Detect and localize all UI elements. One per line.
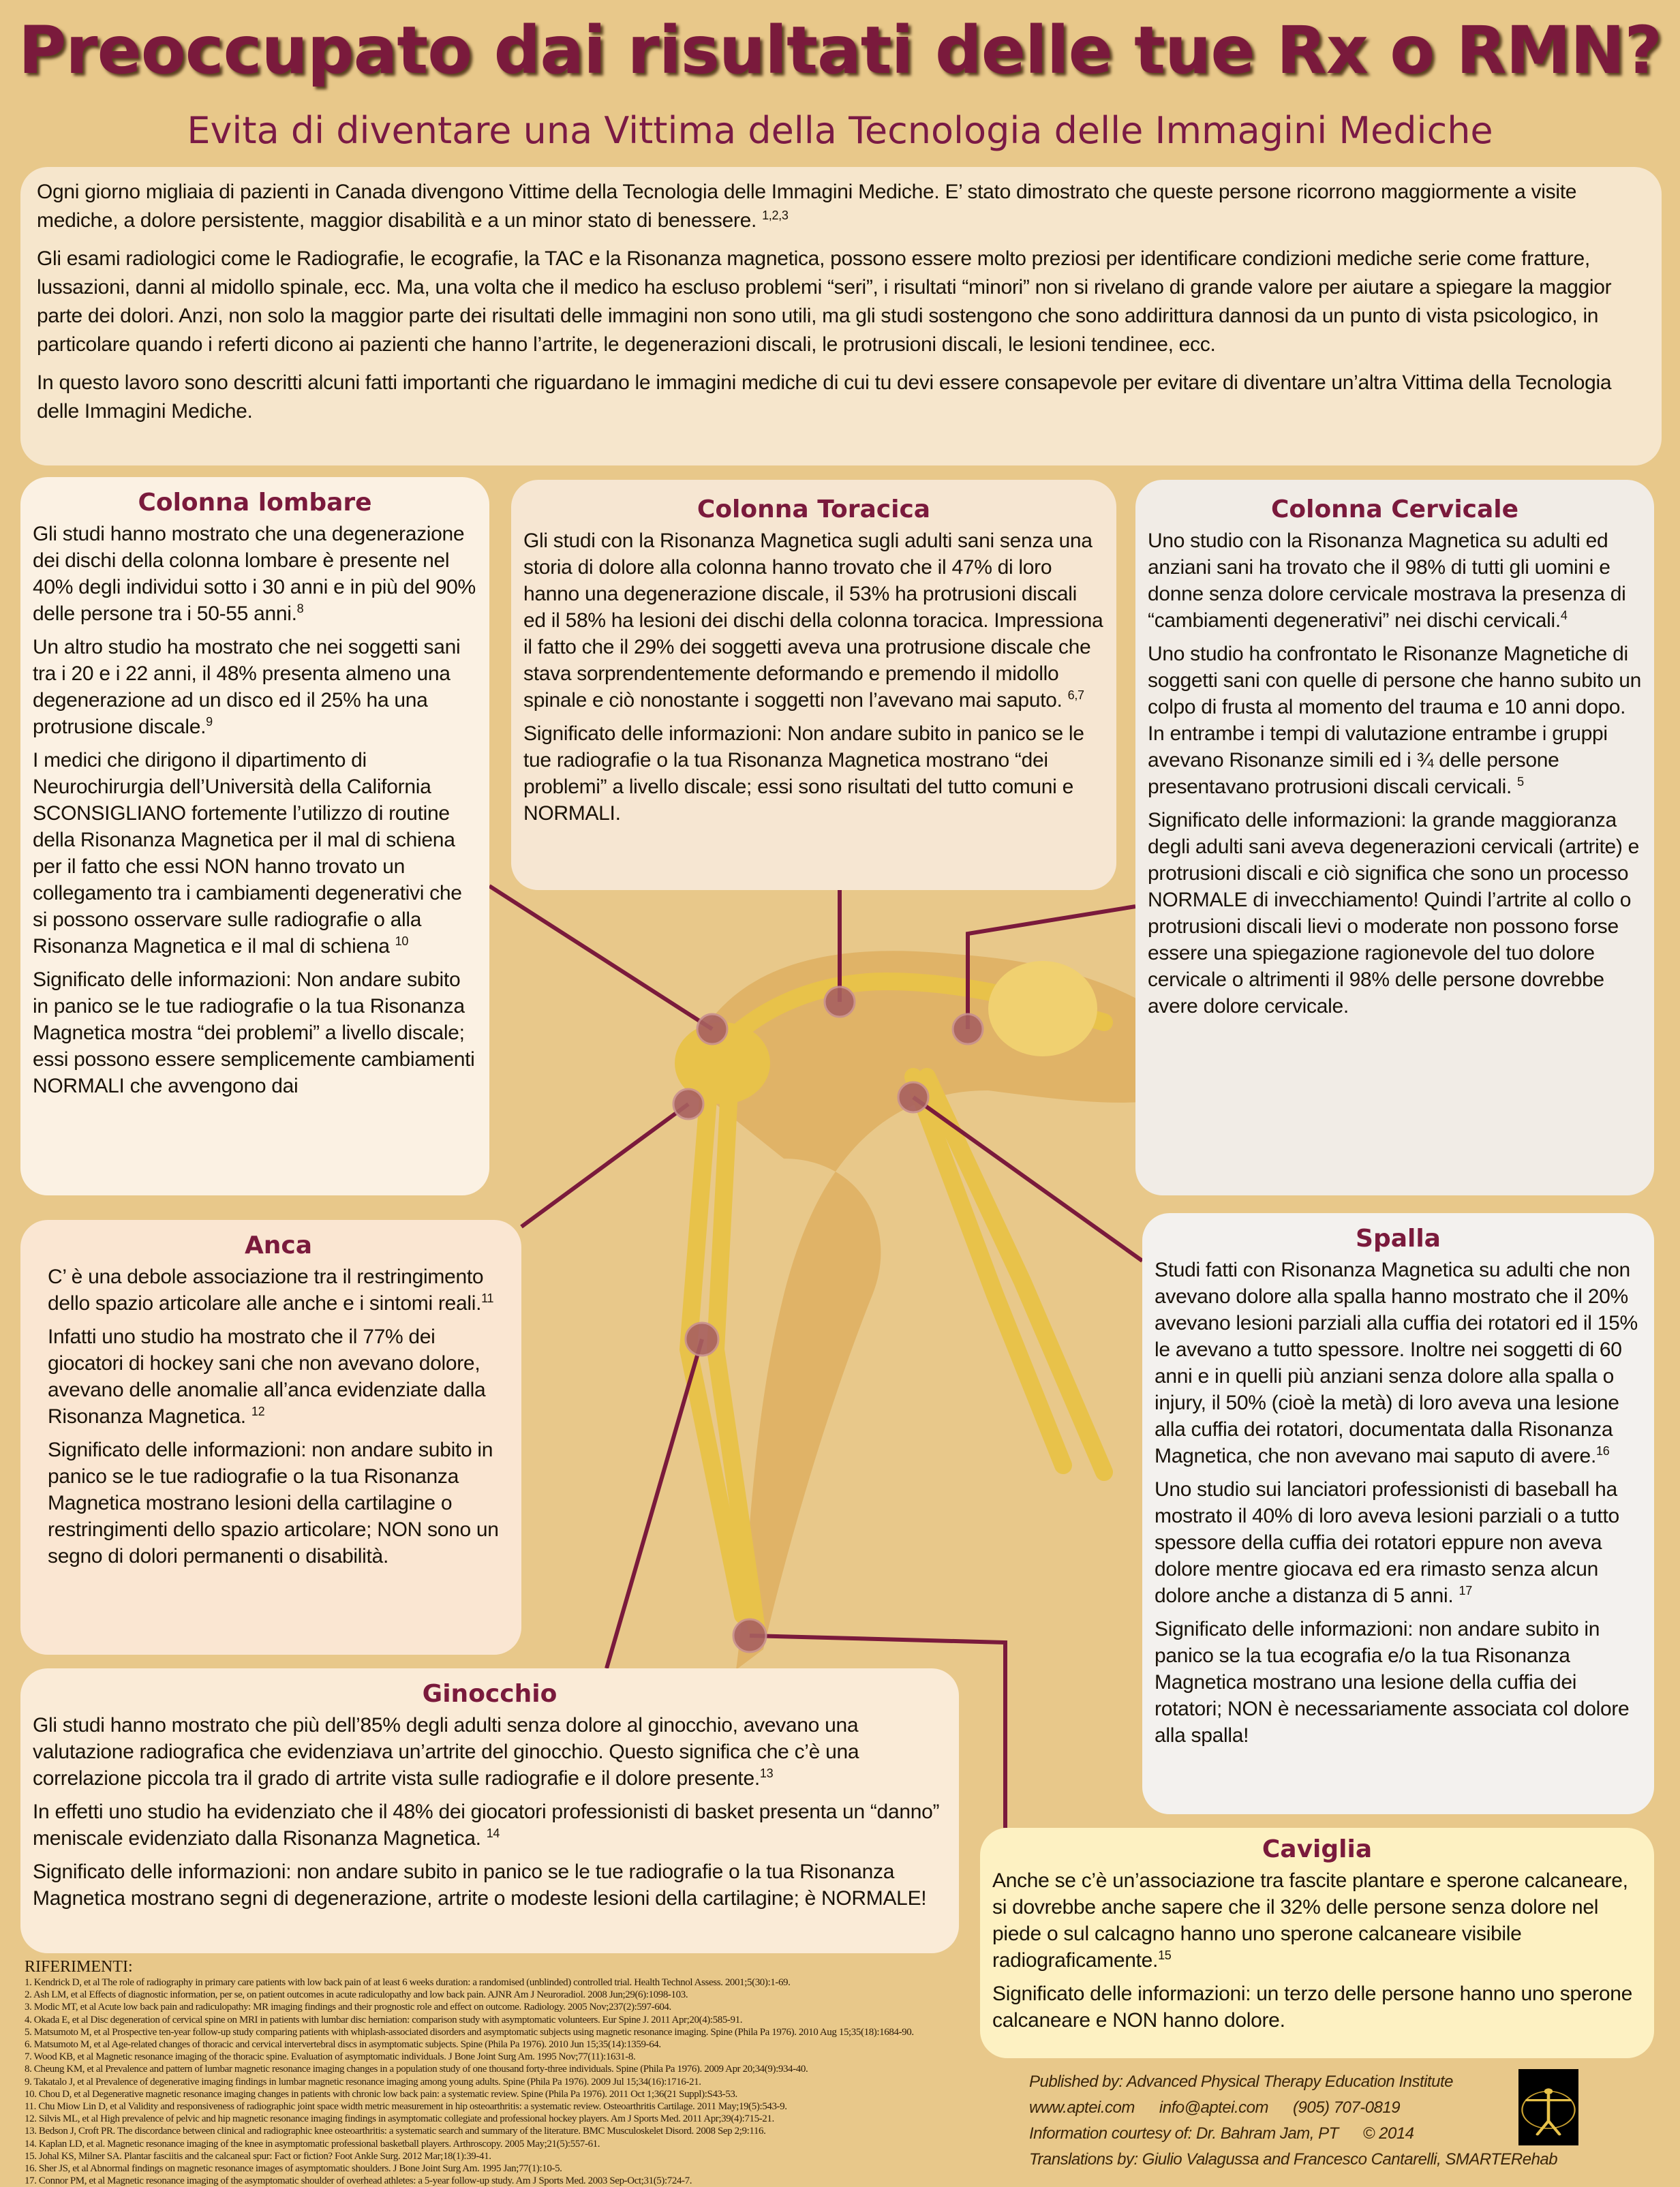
email-link[interactable]: info@aptei.com: [1159, 2098, 1268, 2117]
intro-panel: [20, 167, 1662, 465]
panel-title: Ginocchio: [422, 1680, 558, 1708]
reference-item: 6. Matsumoto M, et al Age-related changes of thoracic and cervical intervertebral discs in asymptomatic subjects. Spine (Phila Pa 1976). 2010 Jun 15;35(14):1359-64.: [25, 2039, 661, 2051]
panel-title: Spalla: [1356, 1225, 1441, 1253]
panel-title: Colonna Toracica: [697, 495, 931, 523]
skull: [988, 961, 1097, 1056]
reference-item: 5. Matsumoto M, et al Prospective ten-year follow-up study comparing patients with whiplash-associated disorders and asymptomatic subjects using magnetic resonance imaging. Spine (Phila Pa 1976). 2010 Aug 15;35(18):1684-90.: [25, 2026, 914, 2038]
shoulder-panel: Spalla Studi fatti con Risonanza Magnetica su adulti che non avevano dolore alla spalla hanno mostrato che il 20% avevano lesioni parziali alla cuffia dei rotatori ed il 15% le avevano a tutto spessore. Inoltre nei soggetti di 60 anni e in quelli più anziani senza dolore alla spalla o injury, il 50% (cioè la metà) di loro aveva una lesione alla cuffia dei rotatori, documentata dalla Risonanza Magnetica, che non avevano mai saputo di avere.$^{16}$ Uno studio sui lanciatori professionisti di baseball ha mostrato il 40% di loro aveva lesioni parziali o a tutto spessore della cuffia dei rotatori eppure non aveva dolore mentre giocava ed era rimasto senza alcun dolore anche a distanza di 5 anni. $^{17}$ Significato delle informazioni: non andare subito in panico se la tua ecografia e/o la tua Risonanza Magnetica mostrano una lesione della cuffia dei rotatori; NON è necessariamente associata col dolore alla spalla!: [1142, 1213, 1654, 1814]
reference-item: 14. Kaplan LD, et al. Magnetic resonance imaging of the knee in asymptomatic professional basketball players. Arthroscopy. 2005 May;21(5):557-61.: [25, 2138, 600, 2150]
page-title: Preoccupato dai risultati delle tue Rx o RMN?: [18, 12, 1662, 89]
lumbar-spine-panel: Colonna lombare Gli studi hanno mostrato che una degenerazione dei dischi della colonna lombare è presente nel 40% degli individui sotto i 30 anni e in più del 90% delle persone tra i 50-55 anni.$^8$ Un altro studio ha mostrato che nei soggetti sani tra i 20 e i 22 anni, il 48% presenta almeno una degenerazione ad un disco ed il 25% ha una protrusione discale.$^9$ I medici che dirigono il dipartimento di Neurochirurgia dell’Università della California SCONSIGLIANO fortemente l’utilizzo di routine della Risonanza Magnetica per il mal di schiena per il fatto che essi NON hanno trovato un collegamento tra i cambiamenti degenerativi che si possono osservare sulle radiografie o alla Risonanza Magnetica e il mal di schiena $^{10}$ Significato delle informazioni: Non andare subito in panico se le tue radiografie o la tua Risonanza Magnetica mostra “dei problemi” a livello discale; essi possono essere semplicemente cambiamenti NORMALI che avvengono dai: [20, 477, 489, 1195]
panel-title: Colonna Cervicale: [1270, 495, 1519, 523]
hip-panel: Anca C’ è una debole associazione tra il restringimento dello spazio articolare alle anche e i sintomi reali.$^{11}$ Infatti uno studio ha mostrato che il 77% dei giocatori di hockey sani che non avevano dolore, avevano delle anomalie all’anca evidenziate dalla Risonanza Magnetica. $^{12}$ Significato delle informazioni: non andare subito in panico se le tue radiografie o la tua Risonanza Magnetica mostrano lesioni della cartilagine o restringimenti dello spazio articolare; NON sono un segno di dolori permanenti o disabilità.: [20, 1220, 521, 1655]
reference-item: 4. Okada E, et al Disc degeneration of cervical spine on MRI in patients with lumbar disc herniation: comparison study with asymptomatic volunteers. Eur Spine J. 2011 Apr;20(4):585-91.: [25, 2014, 743, 2025]
knee-panel: Ginocchio Gli studi hanno mostrato che più dell’85% degli adulti senza dolore al ginocchio, avevano una valutazione radiografica che evidenziava un’artrite del ginocchio. Questo significa che c’è una correlazione piccola tra il grado di artrite vista sulle radiografie e il dolore presente.$^{13}$ In effetti uno studio ha evidenziato che il 48% dei giocatori professionisti di basket presenta un “danno” meniscale evidenziato dalla Risonanza Magnetica. $^{14}$ Significato delle informazioni: non andare subito in panico se le tue radiografie o la tua Risonanza Magnetica mostrano segni di degenerazione, artrite o modeste lesioni della cartilagine; è NORMALE!: [20, 1668, 959, 1953]
reference-item: 2. Ash LM, et al Effects of diagnostic information, per se, on patient outcomes in acute radiculopathy and low back pain. AJNR Am J Neuroradiol. 2008 Jun;29(6):1098-103.: [25, 1989, 688, 2001]
reference-item: 11. Chu Miow Lin D, et al Validity and responsiveness of radiographic joint space width metric measurement in hip osteoarthritis: a systematic review. Osteoarthritis Cartilage. 2011 May;19(5):543-9.: [25, 2101, 787, 2113]
page-subtitle: Evita di diventare una Vittima della Tecnologia delle Immagini Mediche: [187, 109, 1493, 152]
intro-paragraph: Gli esami radiologici come le Radiografie, le ecografie, la TAC e la Risonanza magnetica, possono essere molto preziosi per identificare condizioni mediche serie come fratture, lussazioni, danni al midollo spinale, ecc. Ma, una volta che il medico ha escluso problemi “seri”, i risultati “minori” non si rivelano di grande valore per aiutare a spiegare la maggior parte dei dolori. Anzi, non solo la maggior parte dei risultati delle immagini non sono utili, ma gli studi sostengono che sono addirittura dannosi da un punto di vista psicologico, in particolare quando i referti dicono ai pazienti che hanno l’artrite, le degenerazioni discali, le protrusioni discali, le lesioni tendinee, ecc.: [37, 247, 1612, 356]
intro-paragraph: Ogni giorno migliaia di pazienti in Canada divengono Vittime della Tecnologia delle Immagini Mediche. E’ stato dimostrato che queste persone ricorrono maggiormente a visite mediche, a dolore persistente, maggior disabilità e a un minor stato di benessere. $^{1,2,3}$: [37, 181, 1577, 232]
ankle-panel: Caviglia Anche se c’è un’associazione tra fascite plantare e sperone calcaneare, si dovrebbe anche sapere che il 32% delle persone senza dolore nel piede o sul calcagno hanno uno sperone calcaneare visibile radiograficamente.$^{15}$ Significato delle informazioni: un terzo delle persone hanno uno sperone calcaneare e NON hanno dolore.: [980, 1828, 1654, 2058]
references-title: RIFERIMENTI:: [25, 1958, 133, 1976]
courtesy: Information courtesy of: Dr. Bahram Jam, PT: [1029, 2124, 1339, 2143]
reference-item: 13. Bedson J, Croft PR. The discordance between clinical and radiographic knee osteoarthritis: a systematic search and summary of the literature. BMC Musculoskelet Disord. 2008 Sep 2;9:116.: [25, 2126, 766, 2137]
website-link[interactable]: www.aptei.com: [1029, 2098, 1135, 2117]
panel-title: Colonna lombare: [138, 489, 372, 517]
reference-item: 8. Cheung KM, et al Prevalence and pattern of lumbar magnetic resonance imaging changes in a population study of one thousand forty-three individuals. Spine (Phila Pa 1976). 2009 Apr 20;34(9):934-40.: [25, 2064, 808, 2075]
reference-item: 3. Modic MT, et al Acute low back pain and radiculopathy: MR imaging findings and their prognostic role and effect on outcome. Radiology. 2005 Nov;237(2):597-604.: [25, 2002, 671, 2013]
translations: Translations by: Giulio Valagussa and Francesco Cantarelli, SMARTERehab: [1029, 2150, 1558, 2169]
reference-item: 16. Sher JS, et al Abnormal findings on magnetic resonance images of asymptomatic shoulders. J Bone Joint Surg Am. 1995 Jan;77(1):10-5.: [25, 2163, 562, 2175]
phone-number: (905) 707-0819: [1293, 2098, 1401, 2117]
published-by: Published by: Advanced Physical Therapy Education Institute: [1029, 2073, 1453, 2091]
reference-item: 15. Johal KS, Milner SA. Plantar fasciitis and the calcaneal spur: Fact or fiction? Foot Ankle Surg. 2012 Mar;18(1):39-41.: [25, 2150, 491, 2162]
panel-title: Anca: [244, 1232, 313, 1259]
reference-item: 12. Silvis ML, et al High prevalence of pelvic and hip magnetic resonance imaging findings in asymptomatic collegiate and professional hockey players. Am J Sports Med. 2011 Apr;39(4):715-21.: [25, 2113, 774, 2125]
copyright: © 2014: [1362, 2124, 1414, 2143]
reference-item: 9. Takatalo J, et al Prevalence of degenerative imaging findings in lumbar magnetic resonance imaging among young adults. Spine (Phila Pa 1976). 2009 Jul 15;34(16):1716-21.: [25, 2076, 701, 2087]
panel-title: Caviglia: [1262, 1835, 1373, 1863]
reference-item: 17. Connor PM, et al Magnetic resonance imaging of the asymptomatic shoulder of overhead athletes: a 5-year follow-up study. Am J Sports Med. 2003 Sep-Oct;31(5):724-7.: [25, 2175, 692, 2187]
cervical-spine-panel: Colonna Cervicale Uno studio con la Risonanza Magnetica su adulti ed anziani sani ha trovato che il 98% di tutti gli uomini e donne senza dolore cervicale mostrava la presenza di “cambiamenti degenerativi” nei dischi cervicali.$^4$ Uno studio ha confrontato le Risonanze Magnetiche di soggetti sani con quelle di persone che hanno subito un colpo di frusta al momento del trauma e 10 anni dopo. In entrambe i tempi di valutazione entrambe i gruppi avevano Risonanze simili ed i ¾ delle persone presentavano protrusioni discali cervicali. $^5$ Significato delle informazioni: la grande maggioranza degli adulti sani aveva degenerazioni cervicali (artrite) e protrusioni discali e ciò significa che sono un processo NORMALE di invecchiamento! Quindi l’artrite al collo o protrusioni discali lievi o moderate non possono forse essere una spiegazione ragionevole del tuo dolore cervicale o altrimenti il 98% delle persone dovrebbe avere dolore cervicale.: [1135, 480, 1654, 1195]
intro-paragraph: In questo lavoro sono descritti alcuni fatti importanti che riguardano le immagini mediche di cui tu devi essere consapevole per evitare di diventare un’altra Vittima della Tecnologia delle Immagini Mediche.: [37, 371, 1612, 423]
reference-item: 1. Kendrick D, et al The role of radiography in primary care patients with low back pain of at least 6 weeks duration: a randomised (unblinded) controlled trial. Health Technol Assess. 2001;5(30):1-69.: [25, 1977, 791, 1988]
thoracic-spine-panel: Colonna Toracica Gli studi con la Risonanza Magnetica sugli adulti sani senza una storia di dolore alla colonna hanno trovato che il 47% di loro hanno una degenerazione discale, il 53% ha protrusioni discali ed il 58% ha lesioni dei dischi della colonna toracica. Impressiona il fatto che il 29% dei soggetti aveva una protrusione discale che stava sorprendentemente deformando e premendo il midollo spinale e ciò nonostante i soggetti non l’avevano mai saputo. $^{6,7}$ Significato delle informazioni: Non andare subito in panico se le tue radiografie o la tua Risonanza Magnetica mostrano “dei problemi” a livello discale; essi sono risultati del tutto comuni e NORMALI.: [511, 480, 1116, 890]
reference-item: 7. Wood KB, et al Magnetic resonance imaging of the thoracic spine. Evaluation of asymptomatic individuals. J Bone Joint Surg Am. 1995 Nov;77(11):1631-8.: [25, 2051, 636, 2063]
reference-item: 10. Chou D, et al Degenerative magnetic resonance imaging changes in patients with chronic low back pain: a systematic review. Spine (Phila Pa 1976). 2011 Oct 1;36(21 Suppl):S43-53.: [25, 2088, 737, 2100]
